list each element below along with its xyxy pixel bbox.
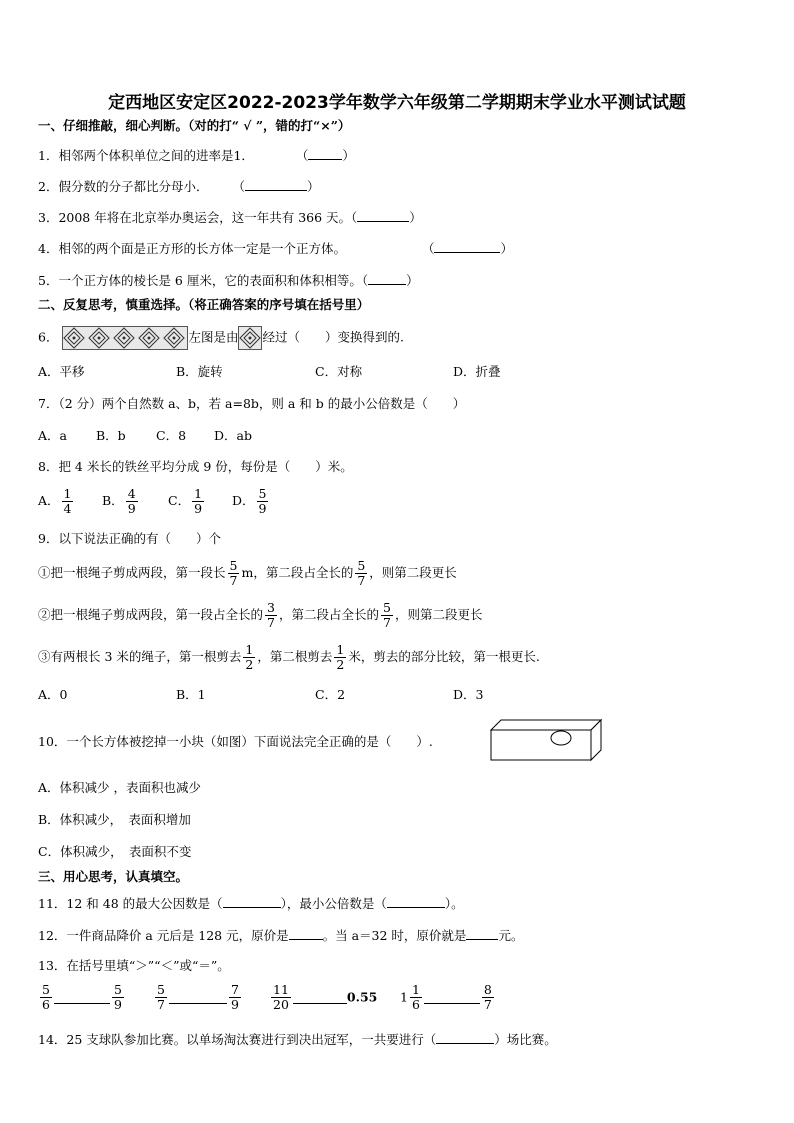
question-12-text: 。当 a＝32 时，原价就是 bbox=[322, 928, 467, 943]
option-b[interactable] bbox=[102, 487, 140, 516]
question-6-text-2: 经过（ ）变换得到的. bbox=[262, 329, 404, 345]
denominator: 9 bbox=[194, 501, 203, 516]
question-4 bbox=[38, 240, 513, 257]
question-9-statement-1 bbox=[38, 556, 457, 590]
numerator: 4 bbox=[127, 486, 136, 501]
option-a[interactable]: A．0 bbox=[38, 687, 68, 702]
statement-text: ③有两根长 3 米的绳子，第一根剪去 bbox=[38, 649, 242, 664]
statement-text: ①把一根绳子剪成两段，第一段长 bbox=[38, 565, 226, 580]
question-8-options bbox=[38, 487, 738, 521]
question-12 bbox=[38, 927, 523, 944]
question-11-text: ），最小公倍数是（ bbox=[280, 896, 387, 911]
numerator: 5 bbox=[382, 600, 391, 615]
denominator: 7 bbox=[157, 997, 165, 1012]
option-a[interactable]: A．a bbox=[38, 428, 67, 443]
statement-text: ，第二段占全长的 bbox=[278, 607, 379, 622]
option-label: C． bbox=[168, 493, 191, 508]
answer-blank-price[interactable] bbox=[289, 927, 323, 940]
option-c[interactable] bbox=[168, 487, 206, 516]
option-b[interactable]: B．1 bbox=[176, 687, 206, 702]
question-9: 9．以下说法正确的有（ ）个 bbox=[38, 531, 221, 546]
answer-blank[interactable] bbox=[434, 240, 500, 253]
denominator: 7 bbox=[267, 615, 275, 630]
answer-blank[interactable] bbox=[436, 1031, 494, 1044]
numerator: 1 bbox=[411, 982, 420, 997]
question-5-text: 5．一个正方体的棱长是 6 厘米，它的表面积和体积相等。（ bbox=[38, 273, 369, 288]
denominator: 7 bbox=[483, 997, 492, 1012]
paren: ） bbox=[409, 210, 422, 225]
decimal-value: 0.55 bbox=[346, 989, 378, 1005]
numerator: 5 bbox=[113, 982, 122, 997]
statement-text: m，第二段占全长的 bbox=[241, 565, 354, 580]
numerator: 5 bbox=[357, 558, 366, 573]
numerator: 8 bbox=[483, 982, 492, 997]
paren: （ bbox=[232, 179, 245, 194]
numerator: 1 bbox=[63, 486, 72, 501]
paren: ） bbox=[342, 148, 355, 163]
denominator: 4 bbox=[63, 501, 72, 516]
question-2 bbox=[38, 178, 319, 195]
denominator: 7 bbox=[357, 573, 366, 588]
section-3-heading: 三、用心思考，认真填空。 bbox=[38, 869, 189, 884]
numerator: 5 bbox=[229, 558, 238, 573]
page-title: 定西地区安定区2022-2023学年数学六年级第二学期期末学业水平测试试题 bbox=[108, 93, 686, 113]
answer-blank-value[interactable] bbox=[466, 927, 498, 940]
question-5 bbox=[38, 272, 419, 289]
comparison-4 bbox=[400, 983, 496, 1012]
numerator: 1 bbox=[245, 642, 254, 657]
question-14 bbox=[38, 1031, 557, 1048]
question-13: 13．在括号里填“＞”“＜”或“＝”。 bbox=[38, 958, 230, 973]
question-13-comparisons bbox=[38, 983, 758, 1019]
denominator: 9 bbox=[258, 501, 267, 516]
numerator: 3 bbox=[267, 600, 275, 615]
question-2-text: 2．假分数的分子都比分母小． bbox=[38, 179, 209, 194]
question-4-text: 4．相邻的两个面是正方形的长方体一定是一个正方体。 bbox=[38, 241, 346, 256]
option-c[interactable]: C．8 bbox=[156, 428, 187, 443]
question-9-statement-3 bbox=[38, 640, 540, 674]
question-8: 8．把 4 米长的铁丝平均分成 9 份，每份是（ ）米。 bbox=[38, 459, 353, 474]
answer-blank[interactable] bbox=[357, 209, 409, 222]
denominator: 20 bbox=[273, 997, 289, 1012]
section-2-heading: 二、反复思考，慎重选择。（将正确答案的序号填在括号里） bbox=[38, 297, 370, 312]
compare-blank[interactable] bbox=[169, 991, 227, 1004]
question-11-text: 11．12 和 48 的最大公因数是（ bbox=[38, 896, 223, 911]
numerator: 5 bbox=[258, 486, 267, 501]
question-9-options bbox=[38, 687, 738, 703]
numerator: 11 bbox=[273, 982, 289, 997]
denominator: 9 bbox=[127, 501, 136, 516]
question-3-text: 3．2008 年将在北京举办奥运会，这一年共有 366 天。（ bbox=[38, 210, 358, 225]
option-d[interactable]: D．ab bbox=[214, 428, 252, 443]
option-c[interactable]: C．2 bbox=[315, 687, 346, 702]
numerator: 1 bbox=[336, 642, 345, 657]
question-10-option-a[interactable]: A．体积减少 ，表面积也减少 bbox=[38, 780, 202, 795]
answer-blank[interactable] bbox=[308, 147, 342, 160]
option-label: A． bbox=[38, 493, 60, 508]
pattern-unit-image bbox=[238, 326, 262, 350]
comparison-1 bbox=[38, 983, 126, 1012]
denominator: 7 bbox=[382, 615, 391, 630]
statement-text: ，则第二段更长 bbox=[394, 607, 483, 622]
answer-blank-gcd[interactable] bbox=[223, 895, 281, 908]
denominator: 2 bbox=[336, 657, 345, 672]
question-6-number: 6． bbox=[38, 329, 59, 345]
statement-text: ，第二根剪去 bbox=[257, 649, 333, 664]
paren: ） bbox=[306, 179, 320, 194]
paren: ） bbox=[406, 273, 419, 288]
numerator: 7 bbox=[230, 982, 239, 997]
denominator: 2 bbox=[245, 657, 254, 672]
denominator: 6 bbox=[411, 997, 420, 1012]
question-10-option-b[interactable]: B．体积减少， 表面积增加 bbox=[38, 812, 191, 827]
option-label: B． bbox=[102, 493, 124, 508]
question-3 bbox=[38, 209, 422, 226]
question-14-text: 14．25 支球队参加比赛。以单场淘汰赛进行到决出冠军，一共要进行（ bbox=[38, 1032, 437, 1047]
denominator: 7 bbox=[229, 573, 238, 588]
denominator: 9 bbox=[230, 997, 239, 1012]
paren: ） bbox=[500, 241, 513, 256]
whole-number: 1 bbox=[400, 989, 408, 1005]
question-14-text: ）场比赛。 bbox=[494, 1032, 557, 1047]
statement-text: ，则第二段更长 bbox=[369, 565, 457, 580]
compare-blank[interactable] bbox=[424, 991, 480, 1004]
numerator: 5 bbox=[157, 982, 165, 997]
option-b[interactable]: B．b bbox=[96, 428, 126, 443]
comparison-3 bbox=[269, 983, 377, 1012]
paren: （ bbox=[421, 241, 435, 256]
section-1-heading: 一、仔细推敲，细心判断。（对的打“ √ ”，错的打“×”） bbox=[38, 118, 351, 133]
option-d[interactable]: D．3 bbox=[453, 687, 484, 702]
statement-text: ②把一根绳子剪成两段，第一段占全长的 bbox=[38, 607, 264, 622]
paren: （ bbox=[295, 148, 309, 163]
cuboid-figure bbox=[489, 718, 603, 762]
numerator: 1 bbox=[194, 486, 203, 501]
pattern-strip-image bbox=[62, 326, 188, 350]
statement-text: 米，剪去的部分比较，第一根更长. bbox=[348, 649, 540, 664]
option-a[interactable]: A．平移 bbox=[38, 364, 85, 379]
denominator: 9 bbox=[113, 997, 122, 1012]
question-1-text: 1．相邻两个体积单位之间的进率是1． bbox=[38, 148, 254, 163]
option-d[interactable] bbox=[232, 487, 270, 516]
compare-blank[interactable] bbox=[293, 991, 347, 1004]
answer-blank-lcm[interactable] bbox=[387, 895, 445, 908]
option-b[interactable]: B．旋转 bbox=[176, 364, 223, 379]
answer-blank[interactable] bbox=[368, 272, 406, 285]
question-6 bbox=[38, 326, 404, 350]
question-6-options bbox=[38, 364, 738, 380]
question-7-options bbox=[38, 428, 738, 444]
option-a[interactable] bbox=[38, 487, 75, 516]
question-10: 10．一个长方体被挖掉一小块（如图）下面说法完全正确的是（ ）. bbox=[38, 734, 433, 749]
question-1 bbox=[38, 147, 355, 164]
question-10-option-c[interactable]: C．体积减少， 表面积不变 bbox=[38, 844, 192, 859]
question-12-text: 12．一件商品降价 a 元后是 128 元，原价是 bbox=[38, 928, 289, 943]
comparison-2 bbox=[153, 983, 243, 1012]
question-7: 7．（2 分）两个自然数 a、b，若 a=8b，则 a 和 b 的最小公倍数是（ ） bbox=[38, 396, 466, 411]
question-11-text: ）。 bbox=[444, 896, 464, 911]
numerator: 5 bbox=[42, 982, 50, 997]
question-6-text: 左图是由 bbox=[188, 329, 239, 345]
answer-blank[interactable] bbox=[245, 178, 307, 191]
compare-blank[interactable] bbox=[54, 991, 110, 1004]
denominator: 6 bbox=[42, 997, 50, 1012]
question-12-text: 元。 bbox=[498, 928, 524, 943]
question-9-statement-2 bbox=[38, 598, 482, 632]
option-label: D． bbox=[232, 493, 255, 508]
option-d[interactable]: D．折叠 bbox=[453, 364, 501, 379]
option-c[interactable]: C．对称 bbox=[315, 364, 363, 379]
question-11 bbox=[38, 895, 464, 912]
